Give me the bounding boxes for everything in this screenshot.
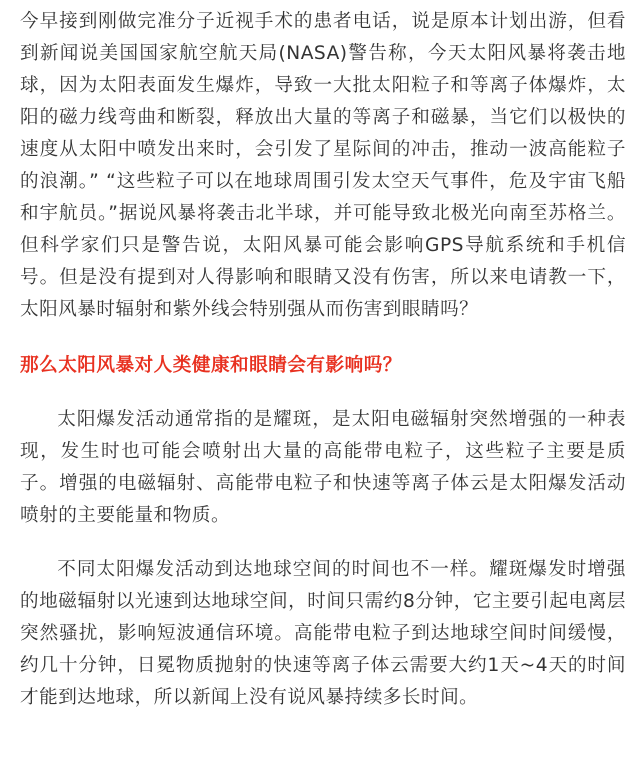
intro-paragraph: 今早接到刚做完准分子近视手术的患者电话，说是原本计划出游，但看到新闻说美国国家航空航天局(NASA)警告称，今天太阳风暴将袭击地球，因为太阳表面发生爆炸，导致一大批太阳粒子和等离子体爆炸，太阳的磁力线弯曲和断裂，释放出大量的等离子和磁暴，当它们以极快的速度从太阳中喷发出来时，会引发了星际间的冲击，推动一波高能粒子的浪潮。” “这些粒子可以在地球周围引发太空天气事件，危及宇宙飞船和宇航员。”据说风暴将袭击北半球，并可能导致北极光向南至苏格兰。但科学家们只是警告说，太阳风暴可能会影响GPS导航系统和手机信号。但是没有提到对人得影响和眼睛又没有伤害，所以来电请教一下，太阳风暴时辐射和紫外线会特别强从而伤害到眼睛吗？ bbox=[20, 11, 626, 320]
answer-paragraph-1: 太阳爆发活动通常指的是耀斑，是太阳电磁辐射突然增强的一种表现，发生时也可能会喷射出大量的高能带电粒子，这些粒子主要是质子。增强的电磁辐射、高能带电粒子和快速等离子体云是太阳爆发活动喷射的主要能量和物质。 bbox=[20, 409, 626, 526]
answer-paragraph-2: 不同太阳爆发活动到达地球空间的时间也不一样。耀斑爆发时增强的地磁辐射以光速到达地球空间，时间只需约8分钟，它主要引起电离层突然骚扰，影响短波通信环境。高能带电粒子到达地球空间时间缓慢，约几十分钟，日冕物质抛射的快速等离子体云需要大约1天~4天的时间才能到达地球，所以新闻上没有说风暴持续多长时间。 bbox=[20, 559, 626, 708]
question-heading: 那么太阳风暴对人类健康和眼睛会有影响吗？ bbox=[20, 355, 402, 376]
